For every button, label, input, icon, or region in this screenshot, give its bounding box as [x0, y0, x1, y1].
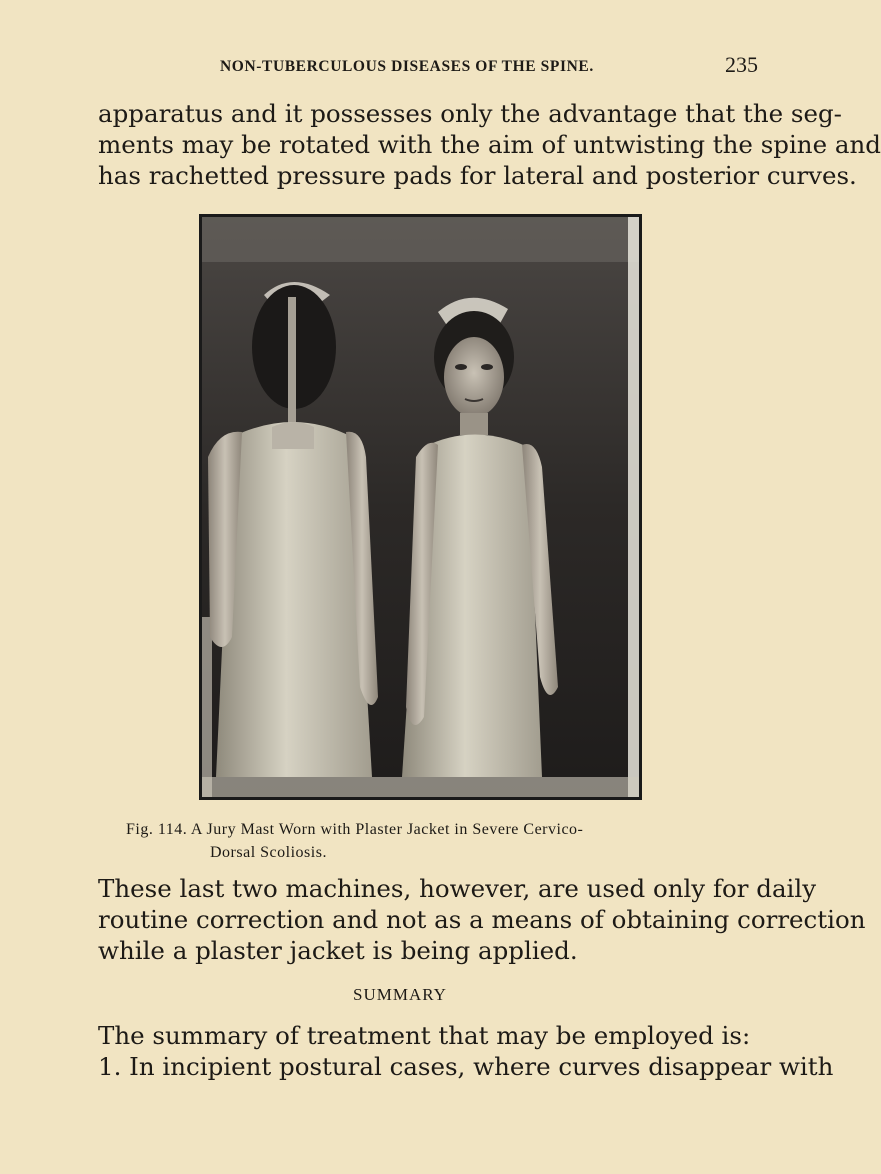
running-head-title: NON-TUBERCULOUS DISEASES OF THE SPINE.	[220, 58, 594, 75]
caption-line: Dorsal Scoliosis.	[210, 844, 327, 861]
text-line: has rachetted pressure pads for lateral and posterior curves.	[98, 161, 857, 190]
photograph-two-girls	[202, 217, 639, 797]
caption-line: Fig. 114. A Jury Mast Worn with Plaster Jacket in Severe Cervico-	[126, 821, 584, 838]
text-line: 1. In incipient postural cases, where curves disappear with	[98, 1052, 834, 1081]
text-line: apparatus and it possesses only the advantage that the seg-	[98, 99, 842, 128]
text-line: These last two machines, however, are used only for daily	[98, 874, 817, 903]
figure-photograph	[199, 214, 642, 800]
paragraph-apparatus	[98, 98, 881, 191]
paragraph-machines	[98, 873, 866, 966]
text-line: ments may be rotated with the aim of untwisting the spine and	[98, 130, 881, 159]
section-heading-summary: SUMMARY	[353, 985, 447, 1004]
paragraph-summary	[98, 1020, 834, 1082]
text-line: The summary of treatment that may be employed is:	[98, 1021, 751, 1050]
text-line: while a plaster jacket is being applied.	[98, 936, 578, 965]
text-line: routine correction and not as a means of obtaining correction	[98, 905, 866, 934]
figure-caption	[126, 818, 766, 864]
page-number: 235	[725, 52, 758, 77]
